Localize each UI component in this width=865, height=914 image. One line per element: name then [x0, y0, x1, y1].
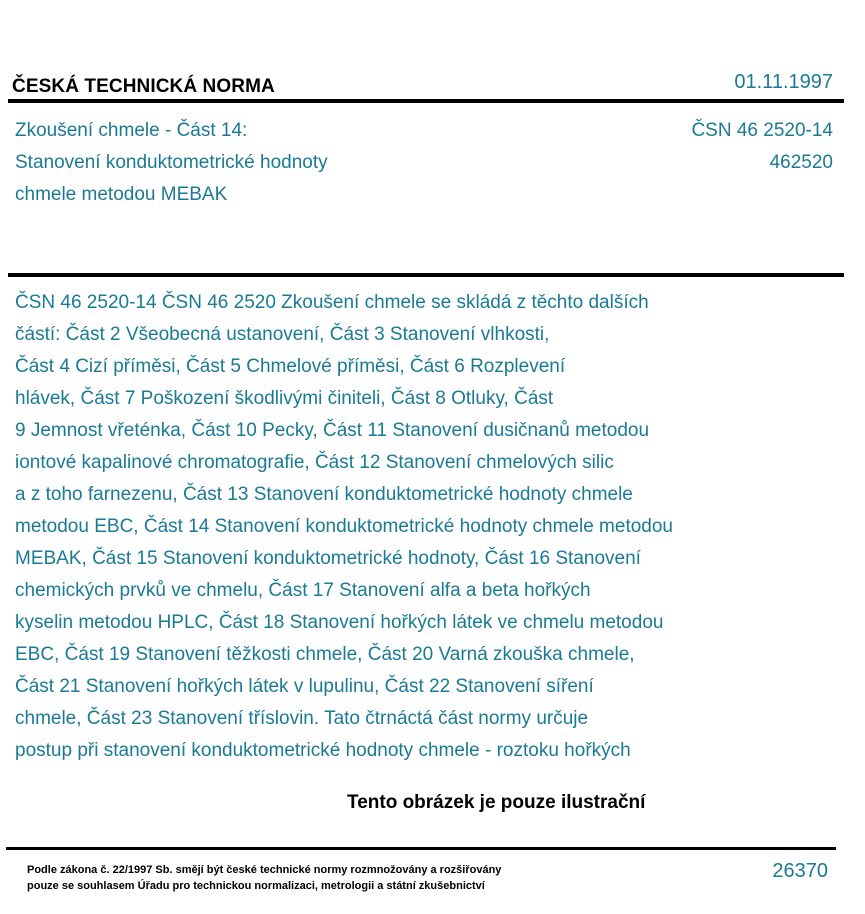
- body-line: ČSN 46 2520-14 ČSN 46 2520 Zkoušení chmele se skládá z těchto dalších: [15, 292, 649, 313]
- body-line: metodou EBC, Část 14 Stanovení konduktometrické hodnoty chmele metodou: [15, 516, 673, 537]
- body-line: 9 Jemnost vřeténka, Část 10 Pecky, Část 11 Stanovení dusičnanů metodou: [15, 420, 650, 441]
- standard-code: ČSN 46 2520-14: [691, 120, 833, 141]
- issue-date: 01.11.1997: [734, 71, 833, 93]
- catalog-number: 26370: [772, 860, 828, 882]
- body-line: chemických prvků ve chmelu, Část 17 Stanovení alfa a beta hořkých: [15, 580, 591, 601]
- title-line: Stanovení konduktometrické hodnoty: [15, 152, 328, 173]
- body-line: chmele, Část 23 Stanovení tříslovin. Tato čtrnáctá část normy určuje: [15, 708, 589, 729]
- document-title: [15, 115, 328, 211]
- body-line: kyselin metodou HPLC, Část 18 Stanovení hořkých látek ve chmelu metodou: [15, 612, 664, 633]
- header-divider: [8, 99, 844, 103]
- class-number: 462520: [769, 152, 833, 173]
- legal-line: Podle zákona č. 22/1997 Sb. smějí být české technické normy rozmnožovány a rozšiřovány: [27, 864, 502, 876]
- body-line: postup při stanovení konduktometrické hodnoty chmele - roztoku hořkých: [15, 740, 631, 761]
- document-codes: [691, 115, 833, 179]
- illustration-note: Tento obrázek je pouze ilustrační: [347, 792, 646, 813]
- body-text: [15, 287, 815, 767]
- legal-notice: [27, 862, 501, 894]
- legal-line: pouze se souhlasem Úřadu pro technickou normalizaci, metrologii a státní zkušebnictví: [27, 880, 485, 892]
- standard-type-heading: ČESKÁ TECHNICKÁ NORMA: [12, 76, 275, 97]
- title-divider: [8, 273, 844, 277]
- title-line: chmele metodou MEBAK: [15, 184, 228, 205]
- footer-divider: [6, 847, 836, 850]
- body-line: MEBAK, Část 15 Stanovení konduktometrické hodnoty, Část 16 Stanovení: [15, 548, 641, 569]
- body-line: EBC, Část 19 Stanovení těžkosti chmele, Část 20 Varná zkouška chmele,: [15, 644, 635, 665]
- body-line: a z toho farnezenu, Část 13 Stanovení konduktometrické hodnoty chmele: [15, 484, 633, 505]
- body-line: hlávek, Část 7 Poškození škodlivými činiteli, Část 8 Otluky, Část: [15, 388, 554, 409]
- body-line: iontové kapalinové chromatografie, Část 12 Stanovení chmelových silic: [15, 452, 614, 473]
- body-line: Část 21 Stanovení hořkých látek v lupulinu, Část 22 Stanovení síření: [15, 676, 594, 697]
- body-line: částí: Část 2 Všeobecná ustanovení, Část 3 Stanovení vlhkosti,: [15, 324, 550, 345]
- body-line: Část 4 Cizí příměsi, Část 5 Chmelové příměsi, Část 6 Rozplevení: [15, 356, 566, 377]
- title-line: Zkoušení chmele - Část 14:: [15, 120, 248, 141]
